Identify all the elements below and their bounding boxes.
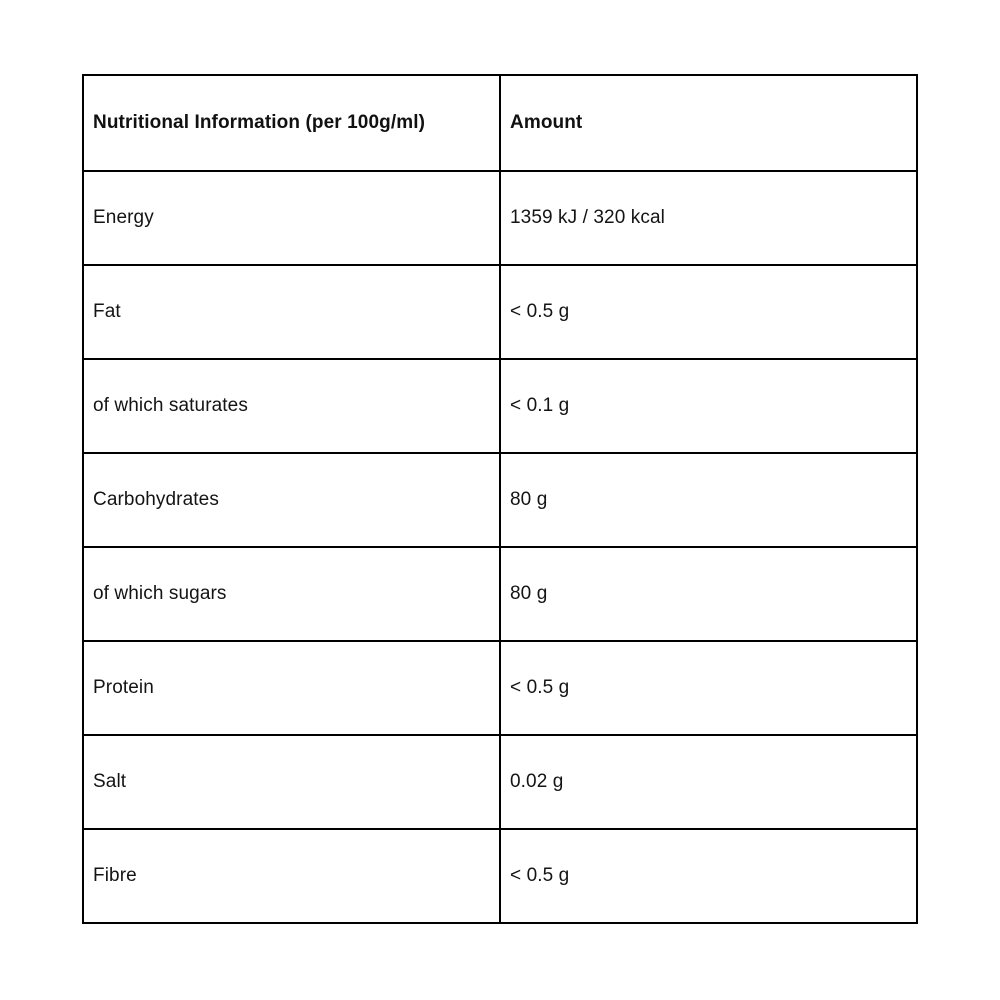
nutrient-label: Salt — [83, 735, 500, 829]
nutrient-amount: 80 g — [500, 547, 917, 641]
nutrient-label: Fibre — [83, 829, 500, 923]
nutrient-label: of which saturates — [83, 359, 500, 453]
table-row — [83, 359, 917, 453]
table-row — [83, 171, 917, 265]
nutrient-amount: < 0.5 g — [500, 265, 917, 359]
nutrient-amount: < 0.5 g — [500, 641, 917, 735]
nutrient-amount: 0.02 g — [500, 735, 917, 829]
nutrient-amount: < 0.1 g — [500, 359, 917, 453]
nutrient-amount: 1359 kJ / 320 kcal — [500, 171, 917, 265]
nutrient-label: of which sugars — [83, 547, 500, 641]
table-row — [83, 641, 917, 735]
header-row — [83, 75, 917, 171]
nutrient-label: Carbohydrates — [83, 453, 500, 547]
nutrient-label: Energy — [83, 171, 500, 265]
table-row — [83, 453, 917, 547]
table-body — [83, 171, 917, 923]
nutrient-label: Fat — [83, 265, 500, 359]
table-row — [83, 547, 917, 641]
table-row — [83, 265, 917, 359]
table-row — [83, 829, 917, 923]
header-amount: Amount — [500, 75, 917, 171]
nutrition-table — [82, 74, 918, 924]
table-header — [83, 75, 917, 171]
nutrient-amount: 80 g — [500, 453, 917, 547]
nutrient-label: Protein — [83, 641, 500, 735]
nutrient-amount: < 0.5 g — [500, 829, 917, 923]
header-nutritional-information: Nutritional Information (per 100g/ml) — [83, 75, 500, 171]
table-row — [83, 735, 917, 829]
